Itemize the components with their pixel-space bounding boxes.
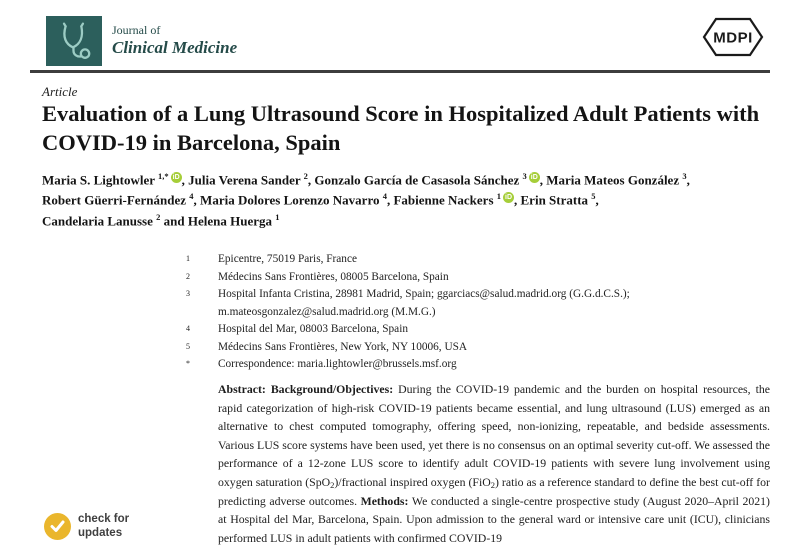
author-separator: , bbox=[686, 172, 690, 188]
author-line bbox=[42, 190, 770, 210]
mdpi-logo-shape bbox=[701, 16, 765, 58]
abstract-segment: ) ratio as a reference standard to define the best cut-off for predicting adverse outcomes. bbox=[218, 474, 770, 508]
author-superscript: 3 bbox=[522, 171, 527, 181]
article-type-label: Article bbox=[42, 84, 78, 99]
check-for-updates-circle bbox=[44, 513, 71, 540]
affiliation-marker: * bbox=[186, 359, 190, 368]
author-superscript: 1,* bbox=[158, 171, 169, 181]
affiliation-row bbox=[186, 356, 772, 374]
affiliation-marker: 4 bbox=[186, 324, 190, 333]
author-name: Fabienne Nackers bbox=[393, 192, 494, 208]
affiliation-text: Médecins Sans Frontières, 08005 Barcelona, Spain bbox=[218, 270, 449, 283]
affiliation-row bbox=[186, 269, 772, 287]
author-separator: , bbox=[514, 192, 521, 208]
author-line bbox=[42, 170, 770, 190]
affiliation-text: Correspondence: maria.lightowler@brussels.msf.org bbox=[218, 358, 457, 370]
affiliation-text: Hospital del Mar, 08003 Barcelona, Spain bbox=[218, 323, 408, 335]
author-separator: , bbox=[386, 192, 394, 208]
abstract-segment: )/fractional inspired oxygen (FiO bbox=[334, 474, 491, 489]
affiliation-marker: 1 bbox=[186, 254, 190, 263]
author-name: Maria Mateos González bbox=[546, 172, 680, 188]
orcid-icon: iD bbox=[530, 174, 538, 181]
author-name: Maria S. Lightowler bbox=[42, 172, 155, 188]
checkmark-icon bbox=[50, 520, 65, 533]
author-superscript: 2 bbox=[156, 211, 161, 222]
mdpi-logo bbox=[701, 16, 765, 63]
abstract-segment: Abstract: bbox=[218, 382, 271, 396]
author-name: Gonzalo García de Casasola Sánchez bbox=[314, 172, 520, 188]
affiliation-row bbox=[186, 321, 772, 339]
abstract-segment: Methods: bbox=[360, 493, 412, 508]
journal-name-top: Journal of bbox=[112, 23, 161, 37]
affiliation-row bbox=[186, 339, 772, 357]
affiliation-marker: 5 bbox=[186, 341, 190, 351]
author-name: Helena Huerga bbox=[187, 213, 272, 229]
journal-name bbox=[112, 23, 237, 59]
author-name: Maria Dolores Lorenzo Navarro bbox=[200, 192, 380, 208]
author-separator: , bbox=[539, 172, 547, 188]
affiliation-text: Médecins Sans Frontières, New York, NY 10006, USA bbox=[218, 340, 468, 353]
author-superscript: 3 bbox=[682, 171, 687, 181]
page-title: Evaluation of a Lung Ultrasound Score in Hospitalized Adult Patients with COVID-19 in Barcelona, Spain bbox=[42, 101, 760, 155]
abstract-segment: 2 bbox=[330, 479, 335, 490]
abstract-segment: Background/Objectives: bbox=[270, 382, 399, 396]
check-for-updates-badge[interactable] bbox=[44, 513, 129, 540]
author-name: Erin Stratta bbox=[520, 192, 589, 208]
journal-logo bbox=[46, 16, 102, 66]
mdpi-logo-text: MDPI bbox=[713, 29, 753, 47]
author-separator: , bbox=[181, 172, 189, 188]
author-separator: , bbox=[307, 172, 315, 188]
affiliation-marker: 3 bbox=[186, 289, 190, 298]
orcid-icon: iD bbox=[172, 174, 180, 181]
author-name: Robert Güerri-Fernández bbox=[42, 192, 187, 208]
abstract-segment: We conducted a single-centre prospective study (August 2020–April 2021) at Hospital del Mar, Barcelona, Spain. Upon admission to the general ward or intensive care unit (ICU), clinicians performed LUS in adult patients with confirmed COVID-19 bbox=[218, 493, 770, 545]
affiliations-list bbox=[186, 251, 772, 374]
affiliation-row bbox=[186, 286, 772, 321]
author-superscript: 5 bbox=[591, 191, 596, 202]
author-separator: , bbox=[193, 192, 201, 208]
affiliation-marker: 2 bbox=[186, 271, 190, 281]
header-divider bbox=[30, 70, 770, 73]
check-for-updates-line1: check for bbox=[78, 513, 130, 526]
abstract-paragraph bbox=[218, 380, 770, 547]
author-superscript: 4 bbox=[382, 191, 387, 202]
author-line bbox=[42, 211, 770, 231]
author-lines bbox=[42, 170, 770, 231]
stethoscope-icon bbox=[52, 20, 96, 62]
journal-name-bottom: Clinical Medicine bbox=[112, 38, 238, 58]
author-name: Candelaria Lanusse bbox=[42, 213, 153, 229]
affiliation-row bbox=[186, 251, 772, 269]
author-separator: , bbox=[595, 192, 599, 208]
author-superscript: 2 bbox=[303, 171, 308, 181]
author-superscript: 1 bbox=[275, 211, 280, 222]
check-for-updates-label bbox=[78, 513, 129, 539]
affiliation-text: Hospital Infanta Cristina, 28981 Madrid, Spain; ggarciacs@salud.madrid.org (G.G.d.C.S.); m.mateosgonzalez@salud.madrid.org (M.M.G.) bbox=[218, 288, 630, 318]
abstract-segment: During the COVID-19 pandemic and the burden on hospital resources, the rapid categorization of high-risk COVID-19 patients became essential, and lung ultrasound (LUS) emerged as an alternative to chest computed tomography, offering speed, non-ionizing, repeatable, and bedside assessments. Various LUS score systems have been used, yet there is no consensus on an optimal severity cut-off. We assessed the performance of a 12-zone LUS score to identify adult COVID-19 patients with severe lung involvement using oxygen saturation (SpO bbox=[218, 382, 770, 489]
author-name: Julia Verena Sander bbox=[188, 172, 301, 188]
author-superscript: 4 bbox=[189, 191, 194, 202]
check-for-updates-line2: updates bbox=[78, 526, 123, 539]
affiliation-text: Epicentre, 75019 Paris, France bbox=[218, 253, 357, 265]
abstract-segment: 2 bbox=[490, 479, 495, 490]
author-superscript: 1 bbox=[496, 191, 502, 202]
orcid-icon: iD bbox=[505, 194, 513, 202]
author-separator: and bbox=[160, 213, 188, 229]
